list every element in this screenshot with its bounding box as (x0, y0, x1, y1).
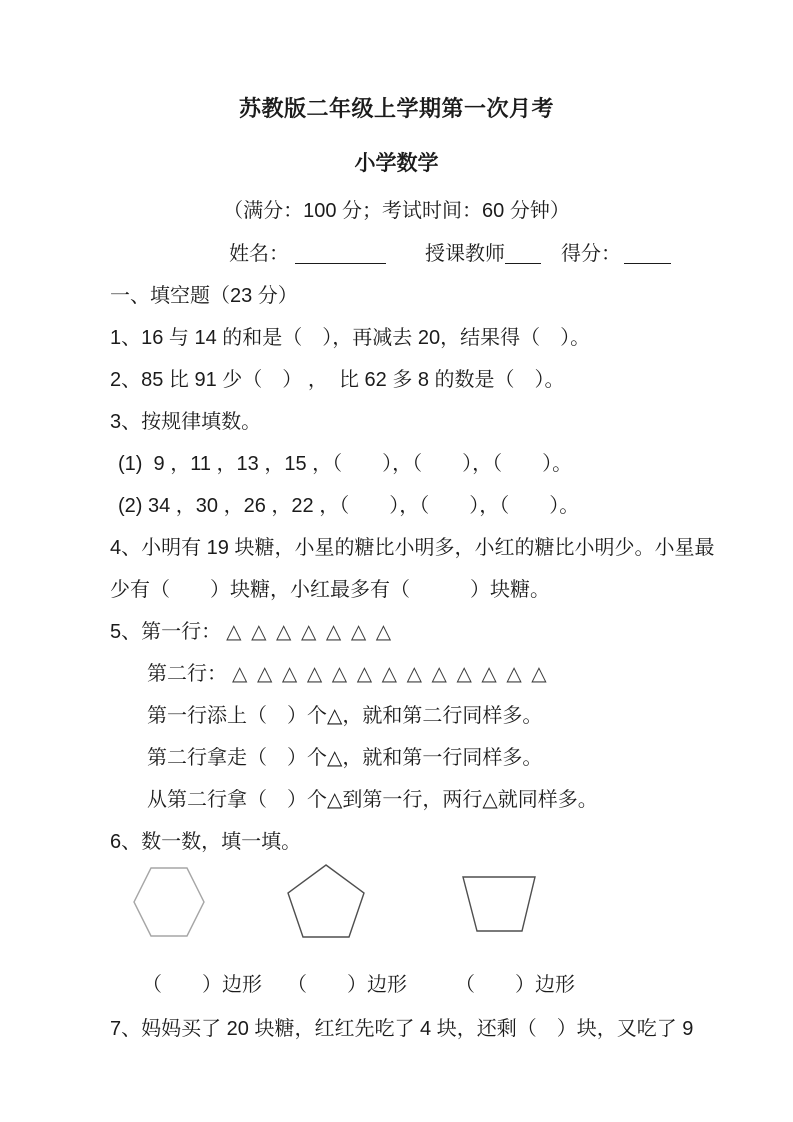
pentagon-shape (287, 864, 365, 938)
question-5-line-3: 第一行添上（ ）个△，就和第二行同样多。 (147, 705, 543, 727)
question-3-sub-1: (1) 9 ，11 ，13 ，15 ，（ ），（ ），（ ）。 (118, 453, 573, 475)
question-5-line-5: 从第二行拿（ ）个△到第一行，两行△就同样多。 (147, 789, 598, 811)
question-1: 1、16 与 14 的和是（ ），再减去 20，结果得（ ）。 (110, 327, 591, 349)
question-2: 2、85 比 91 少（ ） ， 比 62 多 8 的数是（ ）。 (110, 369, 565, 391)
shape-label-hexagon: （ ）边形 (142, 974, 262, 996)
score-blank-line (624, 244, 671, 264)
page-subtitle: 小学数学 (354, 152, 439, 175)
score-label: 得分： (561, 243, 621, 265)
shape-labels-row (110, 962, 683, 1008)
q5-row1-label: 5、第一行： (110, 621, 222, 643)
triangle-row-2: △ △ △ △ △ △ △ △ △ △ △ △ △ (232, 663, 549, 685)
section-heading: 一、填空题（23 分） (110, 285, 298, 307)
hexagon-shape (133, 867, 205, 937)
exam-header (0, 0, 793, 266)
shapes-row (110, 863, 683, 962)
question-4-line-2: 少有（ ）块糖，小红最多有（ ）块糖。 (110, 579, 550, 601)
question-3: 3、按规律填数。 (110, 411, 262, 433)
teacher-blank-line (505, 244, 541, 264)
name-label: 姓名： (229, 243, 289, 265)
question-6: 6、数一数，填一填。 (110, 831, 302, 853)
exam-meta: （满分：100 分；考试时间：60 分钟） (223, 200, 570, 222)
shape-label-pentagon: （ ）边形 (287, 974, 407, 996)
shape-label-trapezoid: （ ）边形 (455, 974, 575, 996)
q5-row2-label: 第二行： (147, 663, 227, 685)
student-info-row (0, 237, 793, 266)
question-5-row-1 (110, 611, 683, 653)
triangle-row-1: △ △ △ △ △ △ △ (226, 621, 394, 643)
exam-body (0, 275, 793, 1050)
question-4-line-1: 4、小明有 19 块糖，小星的糖比小明多，小红的糖比小明少。小星最 (110, 537, 715, 559)
question-3-sub-2: (2) 34 ，30 ，26 ，22 ，（ ），（ ），（ ）。 (118, 495, 580, 517)
question-5-line-4: 第二行拿走（ ）个△，就和第一行同样多。 (147, 747, 543, 769)
name-blank-line (295, 244, 386, 264)
page-title: 苏教版二年级上学期第一次月考 (238, 96, 554, 121)
teacher-label: 授课教师 (425, 243, 505, 265)
question-7: 7、妈妈买了 20 块糖，红红先吃了 4 块，还剩（ ）块，又吃了 9 (110, 1018, 694, 1040)
trapezoid-shape (462, 876, 536, 932)
question-5-row-2 (110, 653, 683, 695)
